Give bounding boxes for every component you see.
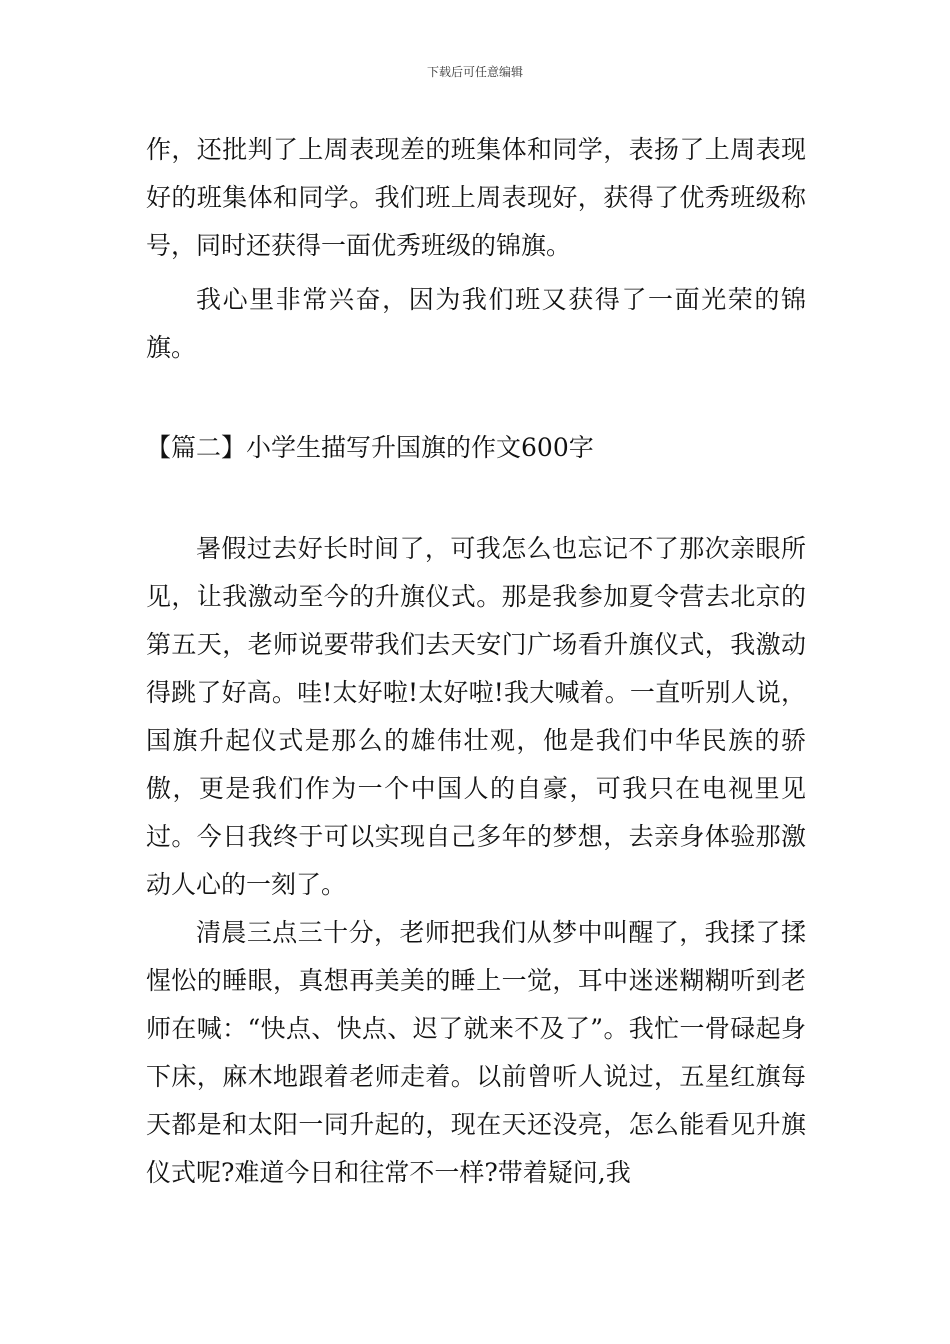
paragraph-text: 我心里非常兴奋，因为我们班又获得了一面光荣的锦旗。 <box>146 285 806 362</box>
paragraph-text: 清晨三点三十分，老师把我们从梦中叫醒了，我揉了揉惺忪的睡眼，真想再美美的睡上一觉，耳中迷迷糊糊听到老师在喊：“快点、快点、迟了就来不及了”。我忙一骨碌起身下床，麻木地跟着老师走着。以前曾听人说过，五星红旗每天都是和太阳一同升起的，现在天还没亮，怎么能看见升旗仪式呢?难道今日和往常不一样?带着疑问,我 <box>146 918 806 1187</box>
paragraph-text: 作，还批判了上周表现差的班集体和同学，表扬了上周表现好的班集体和同学。我们班上周表现好，获得了优秀班级称号，同时还获得一面优秀班级的锦旗。 <box>146 135 806 260</box>
paragraph-continued <box>146 126 806 270</box>
paragraph-text: 暑假过去好长时间了，可我怎么也忘记不了那次亲眼所见，让我激动至今的升旗仪式。那是我参加夏令营去北京的第五天，老师说要带我们去天安门广场看升旗仪式，我激动得跳了好高。哇!太好啦!太好啦!我大喊着。一直听别人说，国旗升起仪式是那么的雄伟壮观，他是我们中华民族的骄傲，更是我们作为一个中国人的自豪，可我只在电视里见过。今日我终于可以实现自己多年的梦想，去亲身体验那激动人心的一刻了。 <box>146 534 806 899</box>
section-heading: 【篇二】小学生描写升国旗的作文600字 <box>146 433 594 462</box>
essay-body <box>146 525 806 1197</box>
page-header: 下载后可任意编辑 <box>426 65 523 79</box>
paragraph <box>146 276 806 372</box>
